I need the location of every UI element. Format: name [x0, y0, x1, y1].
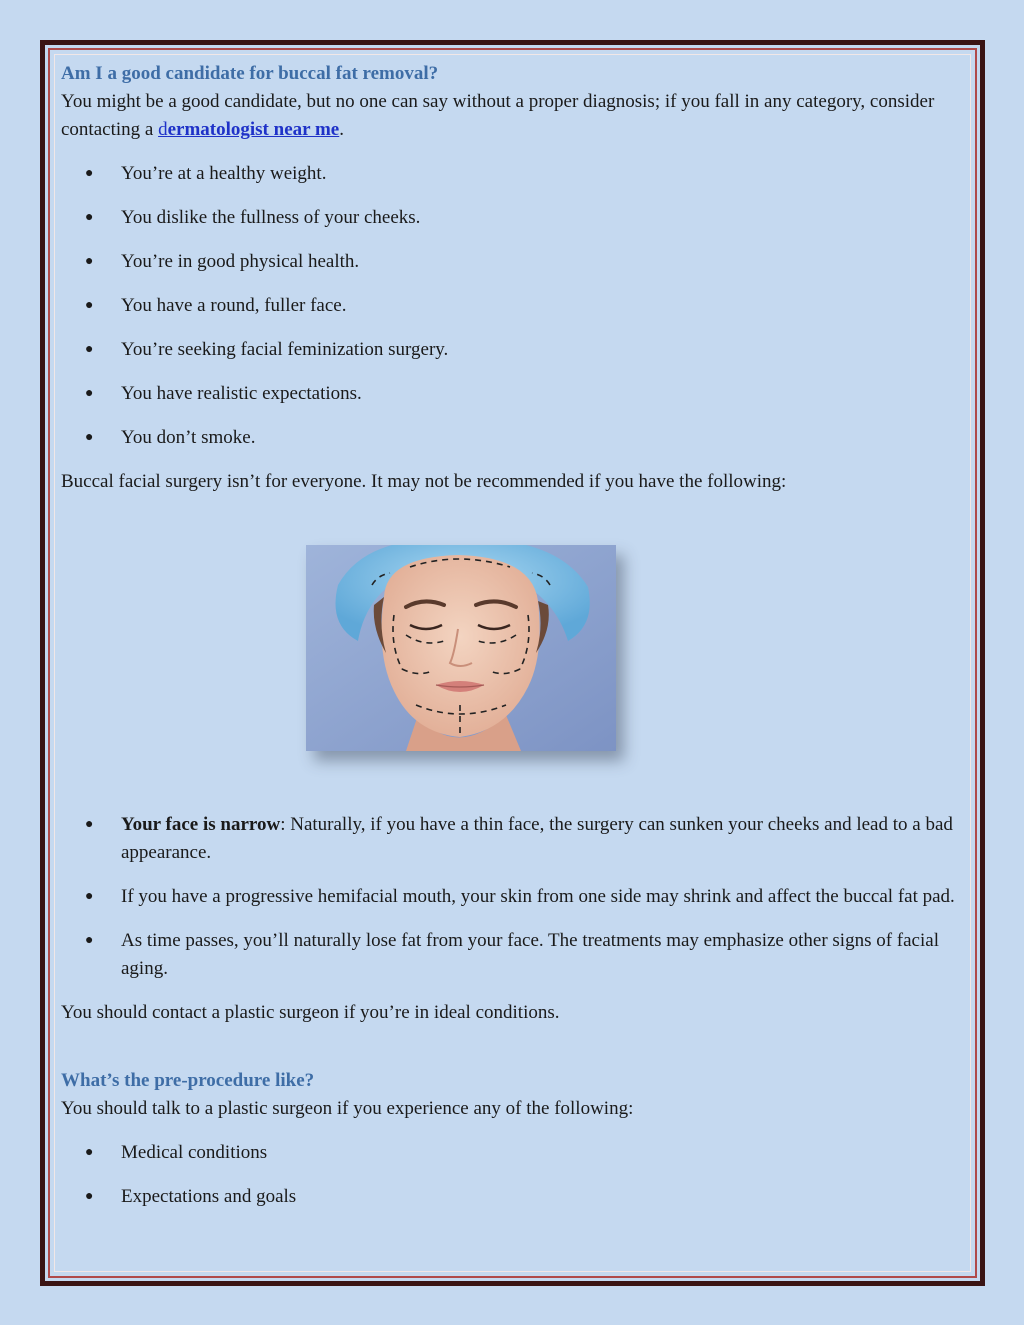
list-item [61, 927, 961, 983]
candidate-list [61, 160, 961, 452]
pre-procedure-list [61, 1139, 961, 1211]
list-item [61, 292, 961, 320]
list-item [61, 380, 961, 408]
bullet-icon: ● [85, 1189, 94, 1204]
not-recommended-text: Buccal facial surgery isn’t for everyone. It may not be recommended if you have the following: [61, 471, 787, 492]
list-item-text: You’re in good physical health. [121, 251, 360, 272]
link-text: ermatologist near me [167, 119, 340, 140]
list-item-text: As time passes, you’ll naturally lose fat from your face. The treatments may emphasize other signs of facial aging. [121, 930, 939, 979]
list-item-text: You don’t smoke. [121, 427, 256, 448]
list-item [61, 883, 961, 911]
bullet-icon: ● [85, 298, 94, 313]
list-item [61, 336, 961, 364]
list-item [61, 1183, 961, 1211]
face-photo [306, 545, 616, 751]
bullet-icon: ● [85, 430, 94, 445]
list-item-text: You’re at a healthy weight. [121, 163, 327, 184]
intro-period: . [339, 119, 344, 140]
pre-procedure-section [61, 1067, 961, 1211]
list-item [61, 811, 961, 867]
bullet-icon: ● [85, 254, 94, 269]
face-illustration [306, 545, 616, 751]
list-item [61, 160, 961, 188]
list-item-text: You have a round, fuller face. [121, 295, 347, 316]
bullet-icon: ● [85, 166, 94, 181]
bullet-icon: ● [85, 342, 94, 357]
list-item [61, 424, 961, 452]
candidate-heading: Am I a good candidate for buccal fat removal? [61, 63, 439, 84]
intro-text: You might be a good candidate, but no one can say without a proper diagnosis; if you fall in any category, consider contacting a [61, 91, 935, 140]
list-item-text: You dislike the fullness of your cheeks. [121, 207, 421, 228]
list-item-text: Medical conditions [121, 1142, 268, 1163]
link-first-letter: d [158, 119, 168, 140]
bullet-icon: ● [85, 210, 94, 225]
candidate-intro [61, 88, 961, 144]
bullet-icon: ● [85, 817, 94, 832]
dermatologist-link[interactable] [158, 119, 339, 140]
bullet-icon: ● [85, 933, 94, 948]
bullet-icon: ● [85, 889, 94, 904]
list-item [61, 204, 961, 232]
list-item-text: You’re seeking facial feminization surgery. [121, 339, 449, 360]
contraindication-list [61, 811, 961, 983]
list-item-bold: Your face is narrow [121, 814, 281, 835]
bullet-icon: ● [85, 386, 94, 401]
list-item [61, 248, 961, 276]
list-item-text: Expectations and goals [121, 1186, 297, 1207]
list-item-text: : Naturally, if you have a thin face, the surgery can sunken your cheeks and lead to a bad appearance. [121, 814, 953, 863]
list-item-text: If you have a progressive hemifacial mouth, your skin from one side may shrink and affect the buccal fat pad. [121, 886, 955, 907]
document-content [61, 60, 961, 1227]
bullet-icon: ● [85, 1145, 94, 1160]
pre-procedure-intro: You should talk to a plastic surgeon if you experience any of the following: [61, 1098, 634, 1119]
pre-procedure-heading: What’s the pre-procedure like? [61, 1070, 315, 1091]
closing-text: You should contact a plastic surgeon if you’re in ideal conditions. [61, 1002, 560, 1023]
list-item [61, 1139, 961, 1167]
list-item-text: You have realistic expectations. [121, 383, 362, 404]
